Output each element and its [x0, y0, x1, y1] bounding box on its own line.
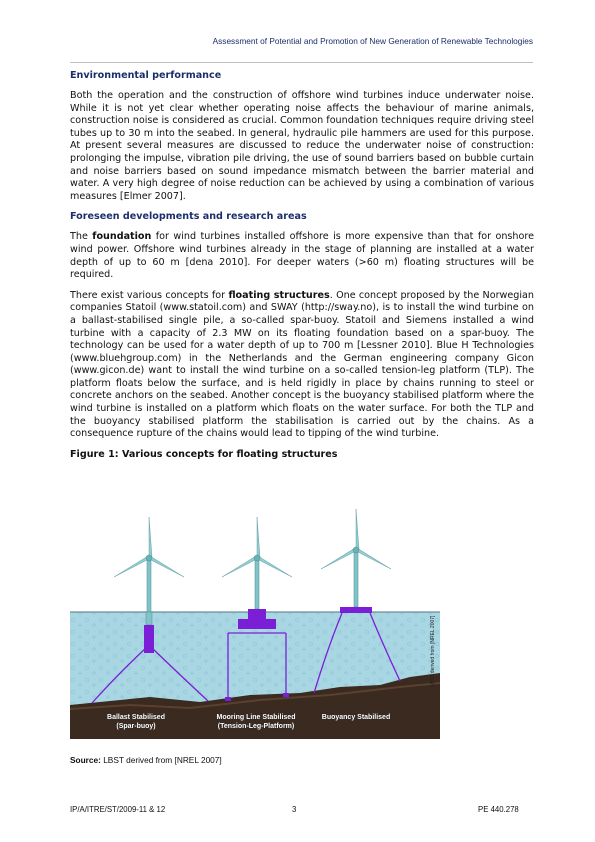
header-rule: [70, 62, 533, 63]
section-heading-environmental: Environmental performance: [70, 70, 222, 81]
main-content: [70, 70, 534, 461]
paragraph-foundation: The foundation for wind turbines installed offshore is more expensive than that for onshore wind power. Offshore wind turbines already in the stage of planning are installed at a water depth of up to 60 m [dena 2010]. For deeper waters (>60 m) floating structures will be required.: [70, 231, 534, 281]
running-header: Assessment of Potential and Promotion of New Generation of Renewable Technologies: [212, 36, 533, 46]
figure-title: Figure 1: Various concepts for floating structures: [70, 448, 338, 460]
rotor-hub: [146, 555, 152, 561]
figure-credit: LBST derived from [NREL 2007]: [430, 615, 436, 687]
anchor: [283, 693, 289, 697]
tlp-platform: [238, 619, 276, 629]
spar-column: [146, 612, 152, 625]
floating-structures-illustration: [70, 497, 440, 739]
section-heading-developments: Foreseen developments and research areas: [70, 211, 307, 223]
bold-floating-structures: floating structures: [228, 289, 330, 301]
caption-ballast-line2: (Spar-buoy): [116, 723, 156, 730]
caption-mooring-line1: Mooring Line Stabilised: [216, 714, 296, 721]
floating-structures-figure: [70, 497, 440, 739]
tower: [147, 559, 151, 612]
figure-source: [70, 755, 222, 765]
buoyancy-platform: [340, 607, 372, 613]
footer-page-number: 3: [292, 805, 297, 814]
source-label: Source:: [70, 755, 101, 765]
source-text: LBST derived from [NREL 2007]: [100, 755, 222, 765]
footer-document-id: IP/A/ITRE/ST/2009-11 & 12: [70, 805, 166, 814]
footer-pe-number: PE 440.278: [478, 805, 519, 814]
caption-buoyancy: Buoyancy Stabilised: [321, 714, 391, 721]
tower: [354, 551, 358, 607]
caption-mooring-line2: (Tension-Leg-Platform): [217, 723, 295, 730]
rotor-hub: [254, 555, 260, 561]
anchor: [225, 697, 231, 701]
caption-ballast-line1: Ballast Stabilised: [107, 714, 165, 721]
bold-foundation: foundation: [92, 231, 152, 243]
rotor-hub: [353, 547, 359, 553]
paragraph-floating-structures: There exist various concepts for floating structures. One concept proposed by the Norwegian companies Statoil (www.statoil.com) and SWAY (http://sway.no), is to install the wind turbine on a ballast-stabilised single pile, a so-called spar-buoy. Statoil and Siemens installed a wind turbine with a capacity of 2.3 MW on its floating foundation based on a spar-buoy. The technology can be used for a water depth of up to 700 m [Lessner 2010]. Blue H Technologies (www.bluehgroup.com) in the Netherlands and the German engineering company Gicon (www.gicon.de) want to install the wind turbine on a so-called tension-leg platform (TLP). The platform floats below the surface, and is held rigidly in place by chains running to steel or concrete anchors on the seabed. Another concept is the buoyancy stabilised platform where the wind turbine is installed on a platform which floats on the water surface. For both the TLP and the buoyancy stabilised platform the stabilisation is carried out by the chains. As a consequence rupture of the chains would lead to tipping of the wind turbine.: [70, 289, 535, 440]
paragraph-environmental: Both the operation and the construction of offshore wind turbines induce underwater noise. While it is not yet clear whether operating noise affects the behaviour of marine animals, construction noise is considered as crucial. Common foundation techniques require driving steel tubes up to 30 m into the seabed. In general, hydraulic pile hammers are used for this purpose. At present several measures are discussed to reduce the underwater noise of construction: prolonging the impulse, vibration pile driving, the use of sound barriers based on bubble curtain and noise barriers based on sound impedance mismatch between the barrier material and water. A very high degree of noise reduction can be achieved by using a combination of various measures [Elmer 2007].: [70, 90, 534, 202]
platform-column: [248, 609, 266, 619]
tower: [255, 559, 259, 609]
